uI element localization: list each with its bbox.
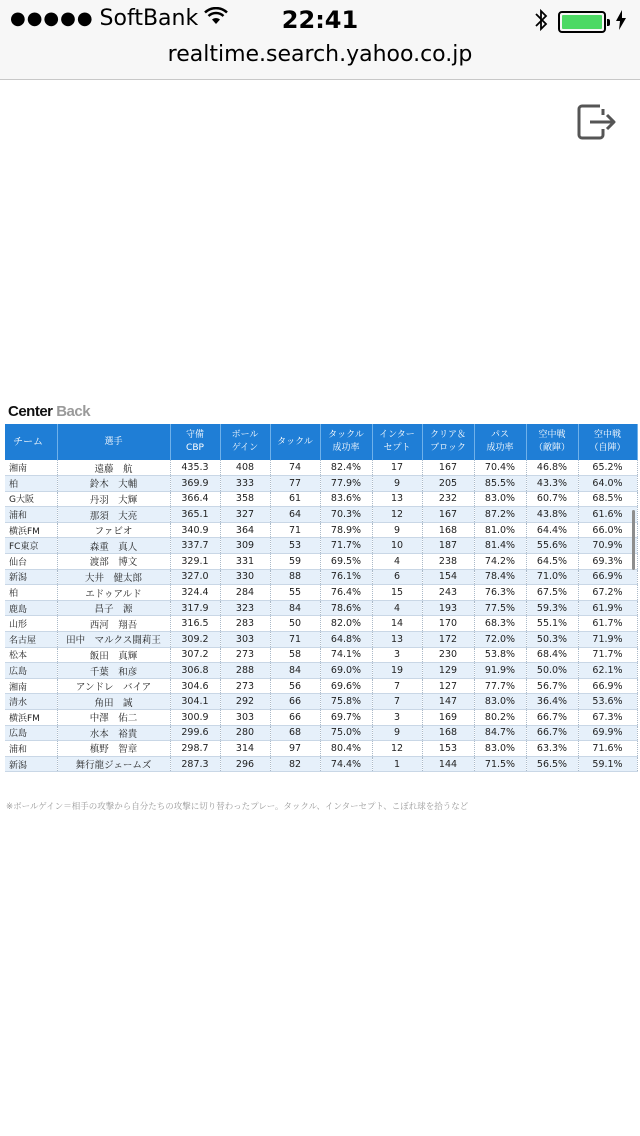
bluetooth-icon [534, 8, 548, 36]
stat-cell: 50.0% [526, 663, 578, 679]
stat-cell: 232 [422, 491, 474, 507]
stat-cell: 69.6% [320, 678, 372, 694]
table-row [5, 663, 637, 679]
stat-cell: 74.2% [474, 554, 526, 570]
table-row [5, 522, 637, 538]
column-header [270, 424, 320, 460]
stat-cell: 230 [422, 647, 474, 663]
stat-cell: 288 [220, 663, 270, 679]
stat-cell: 65.2% [578, 460, 637, 476]
stat-cell: 9 [372, 476, 422, 492]
team-cell: 仙台 [5, 554, 57, 570]
stat-cell: 10 [372, 538, 422, 554]
table-row [5, 600, 637, 616]
stat-cell: 68.5% [578, 491, 637, 507]
stat-cell: 68 [270, 725, 320, 741]
stat-cell: 147 [422, 694, 474, 710]
stat-cell: 56 [270, 678, 320, 694]
stat-cell: 15 [372, 585, 422, 601]
stat-cell: 7 [372, 678, 422, 694]
stat-cell: 66 [270, 710, 320, 726]
player-cell: アンドレ バイア [57, 678, 170, 694]
stat-cell: 169 [422, 710, 474, 726]
stat-cell: 13 [372, 491, 422, 507]
stat-cell: 77 [270, 476, 320, 492]
player-cell: 那須 大亮 [57, 507, 170, 523]
stat-cell: 59 [270, 554, 320, 570]
team-cell: 広島 [5, 725, 57, 741]
team-cell: 広島 [5, 663, 57, 679]
stat-cell: 70.3% [320, 507, 372, 523]
table-row [5, 585, 637, 601]
stat-cell: 55.1% [526, 616, 578, 632]
table-row [5, 710, 637, 726]
player-cell: 中澤 佑二 [57, 710, 170, 726]
stat-cell: 129 [422, 663, 474, 679]
column-header-line2: ブロック [430, 443, 466, 453]
table-row [5, 632, 637, 648]
table-row [5, 616, 637, 632]
column-header-line1: パス [490, 430, 509, 440]
stat-cell: 287.3 [170, 756, 220, 772]
team-cell: 横浜FM [5, 710, 57, 726]
table-row [5, 694, 637, 710]
table-row [5, 678, 637, 694]
column-header [474, 424, 526, 460]
player-cell: 丹羽 大輝 [57, 491, 170, 507]
stat-cell: 205 [422, 476, 474, 492]
stat-cell: 82.4% [320, 460, 372, 476]
stat-cell: 75.0% [320, 725, 372, 741]
stat-cell: 43.8% [526, 507, 578, 523]
table-header-row [5, 424, 637, 460]
stat-cell: 84 [270, 600, 320, 616]
stat-cell: 304.6 [170, 678, 220, 694]
stat-cell: 78.4% [474, 569, 526, 585]
stat-cell: 69.9% [578, 725, 637, 741]
team-cell: 湘南 [5, 678, 57, 694]
stat-cell: 64.8% [320, 632, 372, 648]
stat-cell: 80.4% [320, 741, 372, 757]
stat-cell: 167 [422, 460, 474, 476]
stat-cell: 306.8 [170, 663, 220, 679]
stat-cell: 71.6% [578, 741, 637, 757]
stat-cell: 91.9% [474, 663, 526, 679]
stat-cell: 3 [372, 647, 422, 663]
player-cell: 渡部 博文 [57, 554, 170, 570]
player-cell: 舞行龍ジェームズ [57, 756, 170, 772]
stat-cell: 46.8% [526, 460, 578, 476]
stat-cell: 317.9 [170, 600, 220, 616]
column-header-line1: 選手 [104, 436, 123, 447]
stat-cell: 154 [422, 569, 474, 585]
stat-cell: 364 [220, 522, 270, 538]
title-word-1: Center [8, 403, 53, 420]
stat-cell: 369.9 [170, 476, 220, 492]
stat-cell: 50 [270, 616, 320, 632]
stat-cell: 77.7% [474, 678, 526, 694]
column-header [526, 424, 578, 460]
stat-cell: 299.6 [170, 725, 220, 741]
charging-bolt-icon [616, 10, 626, 34]
stat-cell: 4 [372, 600, 422, 616]
stat-cell: 309.2 [170, 632, 220, 648]
stat-cell: 61.9% [578, 600, 637, 616]
table-row [5, 647, 637, 663]
player-cell: 昌子 源 [57, 600, 170, 616]
stat-cell: 292 [220, 694, 270, 710]
stat-cell: 19 [372, 663, 422, 679]
stat-cell: 61.6% [578, 507, 637, 523]
stat-cell: 74 [270, 460, 320, 476]
stat-cell: 64.0% [578, 476, 637, 492]
address-bar[interactable]: realtime.search.yahoo.co.jp [0, 40, 640, 80]
stat-cell: 283 [220, 616, 270, 632]
stat-cell: 340.9 [170, 522, 220, 538]
stat-cell: 55 [270, 585, 320, 601]
stat-cell: 56.7% [526, 678, 578, 694]
column-header-line2: 成功率 [332, 443, 360, 453]
stat-cell: 300.9 [170, 710, 220, 726]
stat-cell: 307.2 [170, 647, 220, 663]
stat-cell: 70.4% [474, 460, 526, 476]
stat-cell: 71.9% [578, 632, 637, 648]
stat-cell: 193 [422, 600, 474, 616]
stat-cell: 324.4 [170, 585, 220, 601]
stat-cell: 273 [220, 647, 270, 663]
stat-cell: 309 [220, 538, 270, 554]
stat-cell: 327 [220, 507, 270, 523]
column-header-line1: タックル [277, 436, 313, 447]
stat-cell: 408 [220, 460, 270, 476]
player-cell: 千葉 和彦 [57, 663, 170, 679]
stat-cell: 62.1% [578, 663, 637, 679]
player-cell: 森重 真人 [57, 538, 170, 554]
stat-cell: 75.8% [320, 694, 372, 710]
battery-icon [558, 11, 606, 33]
table-body [5, 460, 637, 772]
stat-cell: 80.2% [474, 710, 526, 726]
stat-cell: 88 [270, 569, 320, 585]
stat-cell: 66.7% [526, 710, 578, 726]
player-cell: ファビオ [57, 522, 170, 538]
stat-cell: 71 [270, 632, 320, 648]
stat-cell: 77.5% [474, 600, 526, 616]
stat-cell: 238 [422, 554, 474, 570]
clock: 22:41 [281, 6, 359, 34]
stat-cell: 68.4% [526, 647, 578, 663]
stat-cell: 273 [220, 678, 270, 694]
status-bar [0, 0, 640, 40]
team-cell: 新潟 [5, 756, 57, 772]
stat-cell: 316.5 [170, 616, 220, 632]
exit-button[interactable] [574, 100, 620, 144]
stat-cell: 66.9% [578, 569, 637, 585]
player-cell: 大井 健太郎 [57, 569, 170, 585]
team-cell: 浦和 [5, 507, 57, 523]
stat-cell: 331 [220, 554, 270, 570]
stat-cell: 14 [372, 616, 422, 632]
stat-cell: 66 [270, 694, 320, 710]
stat-cell: 243 [422, 585, 474, 601]
stat-cell: 3 [372, 710, 422, 726]
column-header [372, 424, 422, 460]
stat-cell: 61.7% [578, 616, 637, 632]
stat-cell: 83.0% [474, 491, 526, 507]
stat-cell: 36.4% [526, 694, 578, 710]
stat-cell: 76.1% [320, 569, 372, 585]
team-cell: 湘南 [5, 460, 57, 476]
team-cell: 浦和 [5, 741, 57, 757]
stat-cell: 358 [220, 491, 270, 507]
stat-cell: 66.0% [578, 522, 637, 538]
stat-cell: 66.9% [578, 678, 637, 694]
footnote: ※ボールゲイン＝相手の攻撃から自分たちの攻撃に切り替わったプレー。タックル、インターセプト、こぼれ球を拾うなど [6, 802, 469, 812]
stat-cell: 72.0% [474, 632, 526, 648]
stat-cell: 71.0% [526, 569, 578, 585]
exit-icon [574, 100, 620, 144]
stat-cell: 7 [372, 694, 422, 710]
stat-cell: 337.7 [170, 538, 220, 554]
column-header-line2: （敵陣） [533, 443, 570, 453]
stat-cell: 50.3% [526, 632, 578, 648]
stat-cell: 71.5% [474, 756, 526, 772]
stat-cell: 314 [220, 741, 270, 757]
column-header-line1: クリア＆ [429, 430, 466, 440]
stat-cell: 58 [270, 647, 320, 663]
column-header [220, 424, 270, 460]
table-row [5, 538, 637, 554]
stat-cell: 12 [372, 741, 422, 757]
stat-cell: 78.9% [320, 522, 372, 538]
stat-cell: 9 [372, 522, 422, 538]
stat-cell: 64.5% [526, 554, 578, 570]
player-cell: 角田 誠 [57, 694, 170, 710]
stat-cell: 67.3% [578, 710, 637, 726]
stat-cell: 187 [422, 538, 474, 554]
stat-cell: 56.5% [526, 756, 578, 772]
stat-cell: 71.7% [320, 538, 372, 554]
column-header-line1: 空中戦 [538, 430, 566, 440]
column-header-line1: ボール [231, 430, 259, 440]
stat-cell: 168 [422, 522, 474, 538]
player-cell: 田中 マルクス闘莉王 [57, 632, 170, 648]
team-cell: FC東京 [5, 538, 57, 554]
team-cell: 鹿島 [5, 600, 57, 616]
carrier-name: SoftBank [99, 6, 199, 31]
stat-cell: 4 [372, 554, 422, 570]
stat-cell: 53 [270, 538, 320, 554]
stat-cell: 9 [372, 725, 422, 741]
player-cell: 鈴木 大輔 [57, 476, 170, 492]
stat-cell: 81.4% [474, 538, 526, 554]
stat-cell: 43.3% [526, 476, 578, 492]
table-row [5, 476, 637, 492]
stat-cell: 53.6% [578, 694, 637, 710]
table-row [5, 491, 637, 507]
stat-cell: 83.0% [474, 741, 526, 757]
team-cell: 松本 [5, 647, 57, 663]
scroll-indicator [632, 510, 635, 570]
column-header [578, 424, 637, 460]
team-cell: G大阪 [5, 491, 57, 507]
stat-cell: 168 [422, 725, 474, 741]
team-cell: 清水 [5, 694, 57, 710]
table-row [5, 569, 637, 585]
stat-cell: 87.2% [474, 507, 526, 523]
center-back-stats-table [5, 424, 638, 772]
stat-cell: 435.3 [170, 460, 220, 476]
stat-cell: 61 [270, 491, 320, 507]
stat-cell: 63.3% [526, 741, 578, 757]
stat-cell: 172 [422, 632, 474, 648]
column-header-line1: 空中戦 [593, 430, 621, 440]
stat-cell: 303 [220, 710, 270, 726]
stat-cell: 69.5% [320, 554, 372, 570]
stat-cell: 365.1 [170, 507, 220, 523]
stat-cell: 74.1% [320, 647, 372, 663]
table-row [5, 460, 637, 476]
stat-cell: 53.8% [474, 647, 526, 663]
stat-cell: 327.0 [170, 569, 220, 585]
column-header-line2: （自陣） [589, 443, 626, 453]
stat-cell: 366.4 [170, 491, 220, 507]
stat-cell: 84 [270, 663, 320, 679]
article-title [8, 403, 90, 420]
column-header-line1: インター [379, 430, 415, 440]
column-header-line1: チーム [13, 436, 43, 448]
stat-cell: 83.6% [320, 491, 372, 507]
stat-cell: 76.3% [474, 585, 526, 601]
stat-cell: 64 [270, 507, 320, 523]
stat-cell: 83.0% [474, 694, 526, 710]
team-cell: 名古屋 [5, 632, 57, 648]
team-cell: 山形 [5, 616, 57, 632]
stat-cell: 333 [220, 476, 270, 492]
stat-cell: 55.6% [526, 538, 578, 554]
table-row [5, 725, 637, 741]
team-cell: 柏 [5, 585, 57, 601]
team-cell: 横浜FM [5, 522, 57, 538]
stat-cell: 59.3% [526, 600, 578, 616]
stat-cell: 153 [422, 741, 474, 757]
column-header-line1: 守備 [185, 430, 204, 440]
stat-cell: 71 [270, 522, 320, 538]
stat-cell: 66.7% [526, 725, 578, 741]
column-header [320, 424, 372, 460]
column-header-line2: CBP [186, 443, 204, 453]
player-cell: 飯田 真輝 [57, 647, 170, 663]
player-cell: 遠藤 航 [57, 460, 170, 476]
stat-cell: 71.7% [578, 647, 637, 663]
stat-cell: 298.7 [170, 741, 220, 757]
stat-cell: 13 [372, 632, 422, 648]
stat-cell: 69.0% [320, 663, 372, 679]
team-cell: 新潟 [5, 569, 57, 585]
column-header-line2: セプト [383, 443, 411, 453]
stat-cell: 69.3% [578, 554, 637, 570]
stat-cell: 329.1 [170, 554, 220, 570]
stat-cell: 78.6% [320, 600, 372, 616]
player-cell: エドゥアルド [57, 585, 170, 601]
stat-cell: 67.2% [578, 585, 637, 601]
stat-cell: 70.9% [578, 538, 637, 554]
stat-cell: 167 [422, 507, 474, 523]
column-header [422, 424, 474, 460]
stat-cell: 303 [220, 632, 270, 648]
stat-cell: 74.4% [320, 756, 372, 772]
table-row [5, 756, 637, 772]
stat-cell: 170 [422, 616, 474, 632]
stat-cell: 296 [220, 756, 270, 772]
player-cell: 水本 裕貴 [57, 725, 170, 741]
table-row [5, 507, 637, 523]
stat-cell: 81.0% [474, 522, 526, 538]
stat-cell: 77.9% [320, 476, 372, 492]
stat-cell: 76.4% [320, 585, 372, 601]
stat-cell: 64.4% [526, 522, 578, 538]
stat-cell: 67.5% [526, 585, 578, 601]
stat-cell: 59.1% [578, 756, 637, 772]
stat-cell: 304.1 [170, 694, 220, 710]
player-cell: 西河 翔吾 [57, 616, 170, 632]
signal-strength-icon: ●●●●● [10, 8, 94, 29]
stat-cell: 69.7% [320, 710, 372, 726]
column-header-line2: 成功率 [486, 443, 514, 453]
stat-cell: 127 [422, 678, 474, 694]
table-row [5, 554, 637, 570]
stat-cell: 84.7% [474, 725, 526, 741]
stat-cell: 330 [220, 569, 270, 585]
stat-cell: 97 [270, 741, 320, 757]
stat-cell: 323 [220, 600, 270, 616]
stat-cell: 1 [372, 756, 422, 772]
stat-cell: 82 [270, 756, 320, 772]
stat-cell: 12 [372, 507, 422, 523]
table-row [5, 741, 637, 757]
column-header [57, 424, 170, 460]
stat-cell: 17 [372, 460, 422, 476]
stat-cell: 68.3% [474, 616, 526, 632]
title-word-2: Back [56, 403, 91, 420]
stat-cell: 85.5% [474, 476, 526, 492]
stat-cell: 144 [422, 756, 474, 772]
stat-cell: 6 [372, 569, 422, 585]
stat-cell: 280 [220, 725, 270, 741]
column-header-line2: ゲイン [231, 443, 259, 453]
column-header [170, 424, 220, 460]
column-header-line1: タックル [328, 430, 364, 440]
stat-cell: 60.7% [526, 491, 578, 507]
stat-cell: 82.0% [320, 616, 372, 632]
player-cell: 槙野 智章 [57, 741, 170, 757]
stat-cell: 284 [220, 585, 270, 601]
status-icons [534, 8, 626, 36]
team-cell: 柏 [5, 476, 57, 492]
column-header [5, 424, 57, 460]
